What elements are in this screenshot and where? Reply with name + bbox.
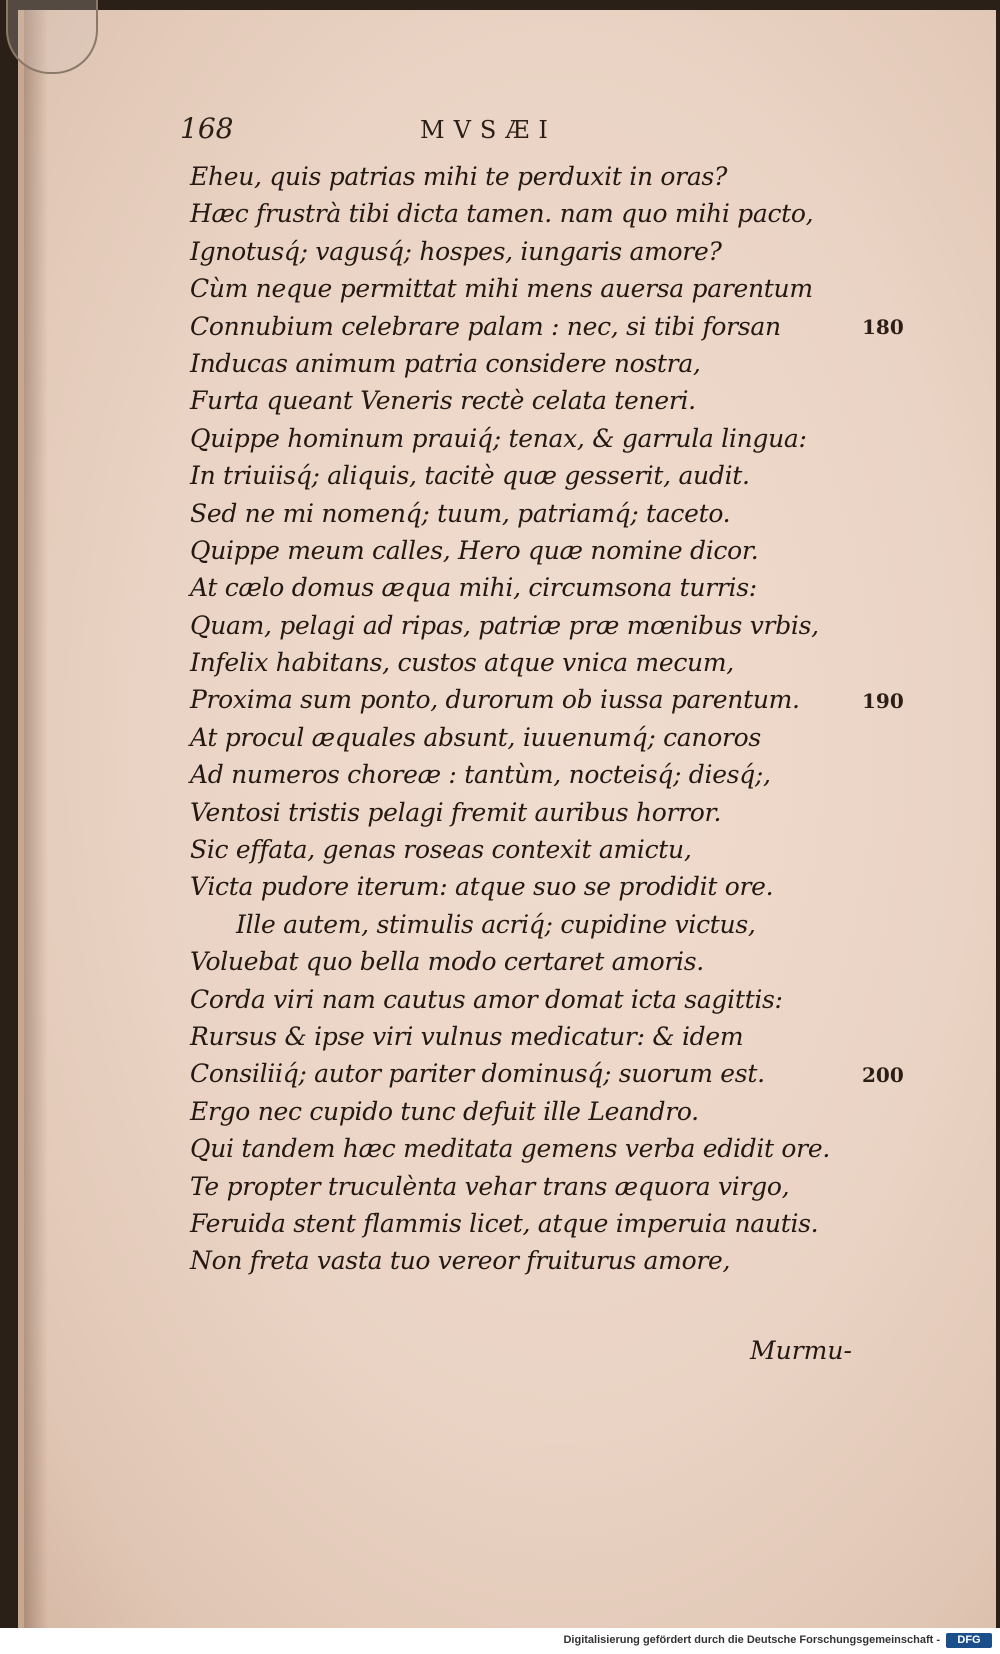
dfg-logo: DFG: [946, 1633, 992, 1648]
line-number: 180: [862, 314, 904, 339]
page-header: [180, 112, 830, 152]
funding-credit: Digitalisierung gefördert durch die Deutsche Forschungsgemeinschaft -: [563, 1634, 940, 1646]
catchword: Murmu-: [750, 1336, 852, 1365]
verse-line: Ergo nec cupido tunc defuit ille Leandro.: [190, 1096, 699, 1126]
page-number: 168: [180, 112, 234, 145]
verse-line: Inducas animum patria considere nostra,: [190, 348, 701, 378]
verse-line: Quippe hominum prauiq́; tenax, & garrula lingua:: [190, 423, 807, 453]
verse-line: Quippe meum calles, Hero quæ nomine dicor.: [190, 535, 759, 565]
verse-line: Te propter truculènta vehar trans æquora virgo,: [190, 1171, 790, 1201]
running-title: MVSÆI: [420, 116, 557, 144]
verse-line: Proxima sum ponto, durorum ob iussa parentum.: [190, 685, 800, 715]
verse-line: Ignotusq́; vagusq́; hospes, iungaris amore?: [190, 236, 722, 266]
verse-line: Sic effata, genas roseas contexit amictu,: [190, 835, 692, 865]
verse-line: Victa pudore iterum: atque suo se prodidit ore.: [190, 872, 774, 902]
verse-line: Non freta vasta tuo vereor fruiturus amore,: [190, 1246, 731, 1276]
verse-line: At procul æquales absunt, iuuenumq́; canoros: [190, 722, 761, 752]
verse-line: Sed ne mi nomenq́; tuum, patriamq́; taceto.: [190, 498, 731, 528]
verse-line: Furta queant Veneris rectè celata teneri.: [190, 386, 696, 416]
verse-line: Hæc frustrà tibi dicta tamen. nam quo mihi pacto,: [190, 199, 814, 229]
verse-line: Qui tandem hæc meditata gemens verba edidit ore.: [190, 1134, 830, 1164]
verse-line: Quam, pelagi ad ripas, patriæ præ mœnibus vrbis,: [190, 610, 819, 640]
verse-line: Ille autem, stimulis acriq́; cupidine victus,: [236, 909, 756, 939]
gutter-shadow: [24, 10, 48, 1628]
verse-line: Eheu, quis patrias mihi te perduxit in oras?: [190, 162, 728, 191]
verse-line: Rursus & ipse viri vulnus medicatur: & idem: [190, 1021, 744, 1051]
verse-line: Infelix habitans, custos atque vnica mecum,: [190, 648, 734, 678]
verse-line: Ad numeros choreæ : tantùm, nocteisq́; diesq́;,: [190, 760, 771, 790]
verse-line: Ventosi tristis pelagi fremit auribus horror.: [190, 797, 722, 827]
verse-line: Cùm neque permittat mihi mens auersa parentum: [190, 274, 813, 304]
verse-line: Connubium celebrare palam : nec, si tibi forsan: [190, 311, 781, 341]
verse-line: In triuiisq́; aliquis, tacitè quæ gesserit, audit.: [190, 461, 750, 491]
verse-line: Corda viri nam cautus amor domat icta sagittis:: [190, 984, 783, 1014]
verse-block: [190, 158, 840, 1280]
verse-line: Voluebat quo bella modo certaret amoris.: [190, 947, 704, 977]
line-number: 190: [862, 688, 904, 713]
verse-line: Feruida stent flammis licet, atque imperuia nautis.: [190, 1208, 819, 1238]
line-number: 200: [862, 1062, 904, 1087]
verse-line: At cælo domus æqua mihi, circumsona turris:: [190, 573, 757, 603]
verse-line: Consiliiq́; autor pariter dominusq́; suorum est.: [190, 1059, 765, 1089]
digitization-footer: [0, 1628, 1000, 1654]
